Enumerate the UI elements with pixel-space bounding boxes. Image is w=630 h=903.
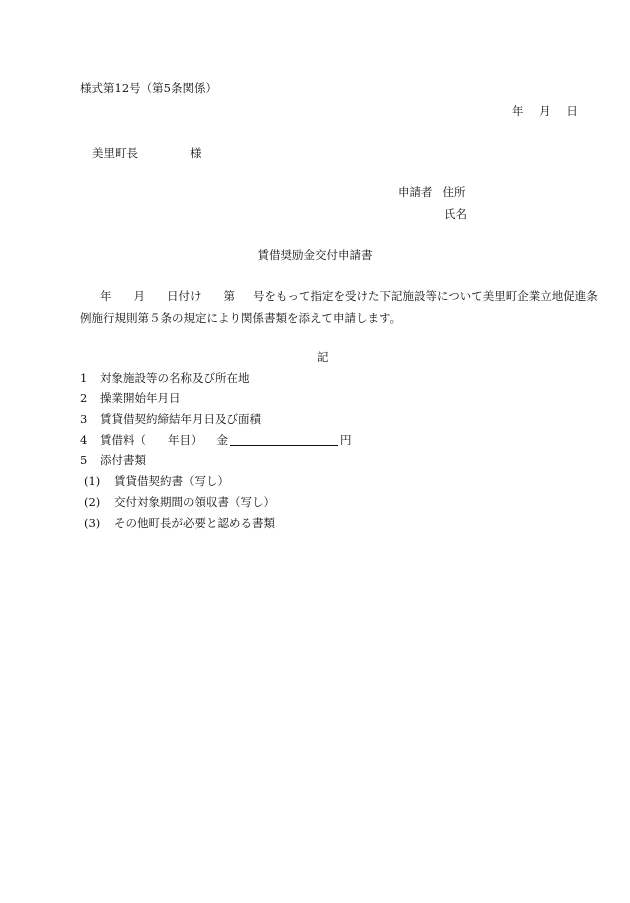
address-label: 住所: [442, 185, 466, 199]
item-4-fee: [80, 432, 352, 448]
addressee: [92, 145, 202, 161]
attachment-item-1: [84, 473, 229, 489]
body-line-1: [80, 288, 598, 304]
fee-year-label: 年目）: [168, 433, 203, 447]
body-line1-rest: 号をもって指定を受けた下記施設等について美里町企業立地促進条: [253, 289, 598, 303]
attachments-label: 添付書類: [100, 453, 146, 467]
attachment-number: (3): [84, 516, 101, 530]
body-date-suffix: 日付け: [167, 289, 202, 303]
attachment-item-3: [84, 515, 275, 531]
attachment-text: 交付対象期間の領収書（写し）: [114, 495, 275, 509]
fee-label: 賃借料（: [100, 433, 146, 447]
item-1: [80, 370, 250, 386]
item-5-attachments: [80, 452, 146, 468]
addressee-name: 美里町長: [92, 146, 138, 160]
document-title: 賃借奨励金交付申請書: [257, 248, 373, 262]
item-number: 3: [80, 412, 88, 426]
date-line: [512, 103, 578, 119]
body-number-prefix: 第: [223, 289, 235, 303]
body-month: 月: [133, 289, 145, 303]
body-year: 年: [100, 289, 112, 303]
item-number: 4: [80, 433, 88, 447]
attachment-text: 賃貸借契約書（写し）: [114, 474, 229, 488]
attachment-text: その他町長が必要と認める書類: [114, 516, 275, 530]
item-number: 1: [80, 371, 88, 385]
date-day-label: 日: [566, 104, 578, 118]
ki-heading: 記: [317, 350, 329, 364]
fee-kin-label: 金: [216, 433, 228, 447]
item-2: [80, 390, 181, 406]
fee-yen-label: 円: [340, 433, 352, 447]
item-number: 2: [80, 391, 88, 405]
attachment-number: (1): [84, 474, 101, 488]
item-text: 対象施設等の名称及び所在地: [100, 371, 250, 385]
applicant-label: 申請者: [398, 185, 433, 199]
item-text: 操業開始年月日: [100, 391, 181, 405]
date-month-label: 月: [539, 104, 551, 118]
item-number: 5: [80, 453, 88, 467]
form-number: 様式第12号（第5条関係）: [80, 81, 217, 95]
applicant-name-line: [444, 206, 467, 222]
addressee-honorific: 様: [190, 146, 202, 160]
name-label: 氏名: [444, 207, 467, 221]
attachment-number: (2): [84, 495, 101, 509]
item-text: 賃貸借契約締結年月日及び面積: [100, 412, 261, 426]
body-line-2: 例施行規則第５条の規定により関係書類を添えて申請します。: [80, 311, 402, 325]
applicant-address-line: [398, 184, 466, 200]
attachment-item-2: [84, 494, 275, 510]
item-3: [80, 411, 261, 427]
date-year-label: 年: [512, 104, 524, 118]
fee-amount-blank: [230, 433, 338, 446]
